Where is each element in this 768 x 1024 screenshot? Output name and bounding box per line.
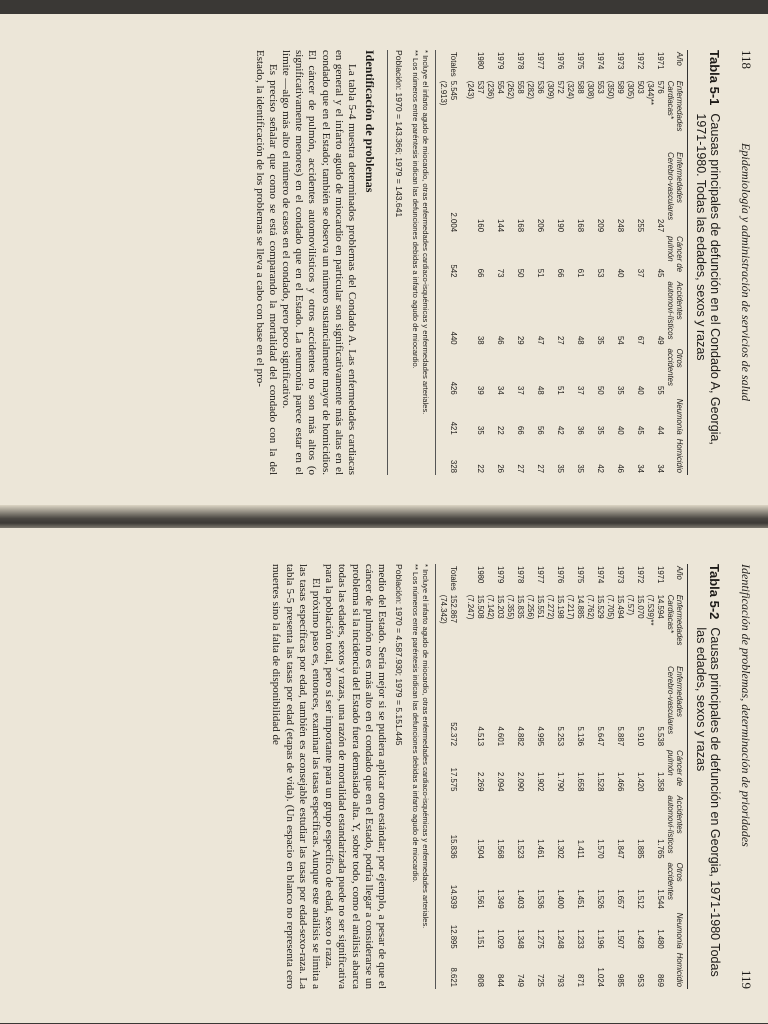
table-cell: 1.561: [476, 889, 485, 909]
table-cell: 12.895: [449, 924, 458, 949]
table-cell: 869: [656, 973, 665, 987]
table-cell: 37: [516, 386, 525, 395]
table-cell: 1975: [576, 566, 585, 584]
table-cell: 206: [536, 219, 545, 233]
table-cell: 1.790: [556, 771, 565, 792]
column-header: Cáncer de pulmón: [666, 750, 684, 787]
table-cell: 5.910: [636, 726, 645, 747]
table-row: [605, 50, 625, 475]
column-header: Enfermedades Cardiacas*: [666, 80, 684, 132]
body-text: [269, 564, 388, 989]
column-header: Enfermedades Cerebro-vasculares: [666, 152, 684, 221]
table-cell: 27: [516, 464, 525, 473]
table-cell: 35: [476, 426, 485, 435]
table-cell: 46: [496, 335, 505, 345]
table-cell: 4.882: [516, 726, 525, 747]
table-cell: 26: [496, 464, 505, 473]
table-label: Tabla 5-2: [707, 564, 722, 620]
table-note: ** Los números entre paréntesis indican las defunciones debidas a infarto agudo de miocardio.: [411, 50, 421, 369]
table-cell: 35: [556, 464, 565, 473]
table-cell: 35: [616, 386, 625, 395]
table-cell: 1.570: [596, 839, 605, 859]
table-cell: 1.151: [476, 929, 485, 949]
table-cell: 22: [476, 464, 485, 473]
page-number: 118: [739, 50, 754, 70]
table-cell: 953: [636, 973, 645, 987]
table-row: [645, 50, 665, 475]
table-cell: 144: [496, 219, 505, 233]
mortality-table: [438, 564, 685, 989]
table-notes: [411, 564, 430, 989]
paragraph: Es preciso señalar que como se está comparando la mortalidad del condado con la del Estado, la identificación de los problemas se lleva a cabo con base en el pro-: [253, 50, 279, 475]
table-cell: 1.029: [496, 929, 505, 949]
table-cell: 50: [596, 386, 605, 395]
table-cell: 1.885: [636, 839, 645, 859]
column-header: Enfermedades Cardiacas*: [666, 594, 684, 646]
table-cell: 4.995: [536, 726, 545, 747]
table-cell: 1.349: [496, 889, 505, 909]
table-row: [645, 564, 665, 989]
body-text: [252, 50, 358, 475]
table-cell: 52.372: [449, 722, 458, 747]
table-cell: 168: [576, 219, 585, 233]
table-notes: [411, 50, 430, 475]
table-row: [625, 50, 645, 475]
table-note: ** Los números entre paréntesis indican las defunciones debidas a infarto agudo de miocardio.: [411, 564, 421, 883]
table-cell: 537 (243): [466, 80, 485, 99]
right-page-content: [0, 528, 768, 1023]
table-cell: 1.248: [556, 929, 565, 949]
table-row: [485, 50, 505, 475]
table-row: [485, 564, 505, 989]
column-header: Homicidio: [675, 438, 684, 473]
table-row: [585, 50, 605, 475]
table-cell: 15.529 (7.762): [586, 594, 605, 620]
table-cell: 51: [556, 386, 565, 395]
table-cell: 1971: [656, 566, 665, 584]
table-cell: 14.594 (7.539)**: [646, 594, 665, 626]
table-cell: 1979: [496, 52, 505, 70]
table-cell: 1974: [596, 52, 605, 70]
table-cell: 40: [616, 268, 625, 278]
running-head-title: Epidemiología y administración de servicios de salud: [739, 143, 753, 401]
running-head: [730, 564, 768, 989]
table-cell: 536 (282): [526, 80, 545, 99]
table-cell: 1.400: [556, 889, 565, 909]
table-cell: 48: [536, 386, 545, 395]
table-cell: Totales: [449, 566, 458, 591]
table-cell: 34: [656, 464, 665, 473]
left-page-content: [0, 14, 768, 509]
table-cell: 1.451: [576, 889, 585, 909]
table-cell: 5.538: [656, 726, 665, 747]
totals-row: [438, 564, 465, 989]
table-cell: 1.480: [656, 929, 665, 949]
left-page: [0, 14, 768, 509]
table-cell: 190: [556, 219, 565, 233]
table-cell: 15.551 (7.256): [526, 594, 545, 620]
column-header: Neumonía: [675, 398, 684, 435]
table-cell: 48: [576, 335, 585, 345]
table-cell: 871: [576, 973, 585, 987]
table-cell: 1.411: [576, 839, 585, 859]
table-cell: 589 (350): [606, 80, 625, 99]
table-cell: 1977: [536, 566, 545, 584]
table-cell: 1.420: [636, 771, 645, 792]
table-cell: 34: [636, 464, 645, 473]
table-cell: 51: [536, 268, 545, 278]
table-cell: 5.545 (2.913): [439, 80, 458, 106]
column-header: Año: [675, 52, 684, 66]
table-cell: 15.494 (7.705): [606, 594, 625, 620]
table-caption: Causas principales de defunción en el Condado A, Georgia, 1971-1980. Todas las edades, sexos y razas: [694, 113, 722, 445]
table-cell: 27: [556, 335, 565, 345]
totals-row: [438, 50, 465, 475]
table-cell: 1980: [476, 566, 485, 584]
table-cell: 1979: [496, 566, 505, 584]
table-cell: 35: [576, 464, 585, 473]
table-cell: 588 (324): [566, 80, 585, 99]
table-cell: 503 (305): [626, 80, 645, 99]
table-cell: 160: [476, 219, 485, 233]
table-cell: 1973: [616, 566, 625, 584]
table-cell: 1.504: [476, 839, 485, 859]
table-cell: 15.070 (7.57): [626, 594, 645, 619]
table-cell: 1.466: [616, 771, 625, 792]
column-header: Otros accidentes: [666, 862, 684, 900]
table-cell: 1.024: [596, 967, 605, 987]
table-body: [438, 564, 665, 989]
table-row: [525, 50, 545, 475]
table-cell: 1974: [596, 566, 605, 584]
table-cell: 66: [556, 268, 565, 278]
table-cell: 2.269: [476, 771, 485, 792]
table-label: Tabla 5-1: [707, 50, 722, 106]
table-cell: 66: [516, 426, 525, 435]
table-cell: 45: [656, 268, 665, 278]
table-cell: 35: [596, 335, 605, 345]
mortality-table: [438, 50, 685, 475]
table-cell: 2.094: [496, 771, 505, 792]
table-cell: 67: [636, 335, 645, 345]
table-cell: 1.528: [596, 771, 605, 792]
table-cell: 1971: [656, 52, 665, 70]
table-cell: 56: [536, 426, 545, 435]
table-cell: 554 (236): [486, 80, 505, 99]
column-header: Año: [675, 566, 684, 580]
table-cell: 40: [636, 386, 645, 395]
population-note: Población: 1970 = 143.366; 1979 = 143.641: [394, 50, 404, 218]
table-cell: 36: [576, 426, 585, 435]
table-cell: 73: [496, 268, 505, 278]
table-row: [625, 564, 645, 989]
table-cell: 426: [449, 381, 458, 395]
paragraph: El próximo paso es, entonces, examinar las tasas específicas. Aunque este análisis se limita a las tasas específicas por edad, también es aconsejable estudiar las tasas por edad-sexo-raza. La tabla 5-5 presenta las tasas por edad (etapas de vida). (Un espacio en blanco no representa cero muertes sino la falta de disponibilidad de: [270, 564, 322, 989]
column-header: Accidentes automovi-lísticos: [666, 795, 684, 854]
table-cell: 1.507: [616, 929, 625, 949]
table-cell: 42: [556, 426, 565, 435]
table-cell: 1.657: [616, 889, 625, 909]
table-cell: 1.348: [516, 929, 525, 949]
table-cell: 985: [616, 973, 625, 987]
table-cell: 5.136: [576, 726, 585, 747]
table-cell: 1.302: [556, 839, 565, 859]
table-cell: 576 (344)**: [646, 80, 665, 105]
table-cell: 1.461: [536, 839, 545, 859]
table-cell: 1.403: [516, 889, 525, 909]
table-cell: 542: [449, 264, 458, 278]
table-cell: 15.836: [449, 834, 458, 859]
table-cell: 421: [449, 421, 458, 435]
table-row: [545, 564, 565, 989]
table-cell: 1973: [616, 52, 625, 70]
section-rule: [387, 50, 388, 475]
table-note: * Incluye el infarto agudo de miocardio, otras enfermedades cardiaco-isquémicas y enfermedades arteriales.: [421, 564, 430, 929]
column-header: Cáncer de pulmón: [666, 236, 684, 273]
table-cell: 54: [616, 335, 625, 345]
table-cell: 1978: [516, 566, 525, 584]
table-cell: 44: [656, 426, 665, 435]
column-header: Accidentes automovi-lísticos: [666, 281, 684, 340]
table-cell: 34: [496, 386, 505, 395]
table-cell: 749: [516, 973, 525, 987]
table-cell: 46: [616, 464, 625, 473]
table-cell: 152.867 (74.342): [439, 594, 458, 624]
column-header: Otros accidentes: [666, 348, 684, 386]
table-cell: 1.544: [656, 889, 665, 909]
table-header-row: [665, 50, 685, 475]
table-cell: 1976: [556, 566, 565, 584]
table-cell: 1.765: [656, 839, 665, 859]
table-note: * Incluye el infarto agudo de miocardio, otras enfermedades cardiaco-isquémicas y enfermedades arteriales.: [421, 50, 430, 415]
table-cell: 5.253: [556, 726, 565, 747]
table-cell: 248: [616, 219, 625, 233]
table-top-rule: [687, 50, 688, 475]
table-cell: 1980: [476, 52, 485, 70]
table-cell: 45: [636, 426, 645, 435]
table-cell: 53: [596, 268, 605, 278]
table-row: [545, 50, 565, 475]
table-bottom-rule: [435, 50, 436, 475]
table-cell: 35: [596, 426, 605, 435]
table-cell: 844: [496, 973, 505, 987]
table-cell: 255: [636, 219, 645, 233]
table-cell: 247: [656, 219, 665, 233]
table-cell: 808: [476, 973, 485, 987]
table-cell: 1977: [536, 52, 545, 70]
table-cell: 40: [616, 426, 625, 435]
table-caption: Causas principales de defunción en Georgia, 1971-1980 Todas las edades, sexos y razas: [694, 627, 722, 977]
table-cell: 1976: [556, 52, 565, 70]
table-title: [694, 50, 722, 475]
table-cell: 27: [536, 464, 545, 473]
running-head-title: Identificación de problemas, determinación de prioridades: [739, 564, 753, 847]
table-row: [505, 564, 525, 989]
table-cell: 37: [636, 268, 645, 278]
table-cell: 1.428: [636, 929, 645, 949]
table-cell: 1.536: [536, 889, 545, 909]
table-title: [694, 564, 722, 989]
table-row: [565, 50, 585, 475]
table-cell: 5.887: [616, 726, 625, 747]
table-cell: 1975: [576, 52, 585, 70]
table-cell: 1.902: [536, 771, 545, 792]
table-cell: 1.512: [636, 889, 645, 909]
table-cell: Totales: [449, 52, 458, 77]
table-cell: 22: [496, 426, 505, 435]
table-cell: 1972: [636, 566, 645, 584]
table-cell: 14.885 (7.217): [566, 594, 585, 620]
table-cell: 37: [576, 386, 585, 395]
table-cell: 572 (309): [546, 80, 565, 99]
table-cell: 4.601: [496, 726, 505, 747]
table-cell: 49: [656, 335, 665, 345]
table-cell: 61: [576, 268, 585, 278]
table-cell: 29: [516, 335, 525, 345]
table-row: [465, 564, 485, 989]
running-head: [730, 50, 768, 475]
table-cell: 5.647: [596, 726, 605, 747]
table-cell: 1972: [636, 52, 645, 70]
table-cell: 1.658: [576, 771, 585, 792]
table-cell: 168: [516, 219, 525, 233]
table-cell: 558 (262): [506, 80, 525, 99]
table-cell: 1.526: [596, 889, 605, 909]
table-row: [505, 50, 525, 475]
table-cell: 14.939: [449, 884, 458, 909]
table-cell: 1.523: [516, 839, 525, 859]
table-row: [465, 50, 485, 475]
table-cell: 4.513: [476, 726, 485, 747]
table-cell: 440: [449, 331, 458, 345]
table-cell: 8.621: [449, 967, 458, 987]
section-title: Identificación de problemas: [363, 50, 377, 193]
table-cell: 55: [656, 386, 665, 395]
table-top-rule: [687, 564, 688, 989]
table-cell: 15.508 (7.247): [466, 594, 485, 620]
table-cell: 17.575: [449, 767, 458, 792]
table-cell: 209: [596, 219, 605, 233]
table-header-row: [665, 564, 685, 989]
table-cell: 2.004: [449, 212, 458, 233]
table-cell: 15.203 (7.142): [486, 594, 505, 620]
table-cell: 66: [476, 268, 485, 278]
population-note: Población: 1970 = 4.587.930; 1979 = 5.151.445: [394, 564, 404, 746]
table-cell: 15.835 (7.355): [506, 594, 525, 620]
table-cell: 725: [536, 973, 545, 987]
table-cell: 38: [476, 335, 485, 345]
right-page: [0, 528, 768, 1023]
column-header: Homicidio: [675, 952, 684, 987]
page-number: 119: [739, 969, 754, 989]
table-cell: 1978: [516, 52, 525, 70]
table-cell: 15.198 (7.272): [546, 594, 565, 620]
table-cell: 1.233: [576, 929, 585, 949]
table-row: [585, 564, 605, 989]
table-cell: 1.196: [596, 929, 605, 949]
table-cell: 1.275: [536, 929, 545, 949]
table-bottom-rule: [435, 564, 436, 989]
paragraph: La tabla 5-4 muestra determinados problemas del Condado A. Las enfermedades cardiacas en general y el infarto agudo de miocardio en particular son significativamente más altas en el condado que en el Estado; también se observa un número sustancialmente mayor de homicidios. El cáncer de pulmón, accidentes automovilísticos y otros accidentes no son más altos (o significativamente menores) en el condado que en el Estado. La neumonía parece estar en el límite —algo más alto el número de casos en el condado, pero poco significativo.: [279, 50, 358, 475]
table-cell: 1.568: [496, 839, 505, 859]
table-row: [525, 564, 545, 989]
table-cell: 553 (308): [586, 80, 605, 99]
table-cell: 47: [536, 335, 545, 345]
table-row: [565, 564, 585, 989]
table-cell: 39: [476, 386, 485, 395]
table-cell: 1.847: [616, 839, 625, 859]
column-header: Enfermedades Cerebro-vasculares: [666, 666, 684, 735]
paragraph: medio del Estado. Sería mejor si se pudiera aplicar otro estándar; por ejemplo, a pesar de que el cáncer de pulmón no es más alto en el condado que en el Estado, podría llegar a considerarse un problema si la incidencia del Estado fuera demasiado alta. Y, sobre todo, como el análisis abarca todas las edades, sexos y razas, una razón de mortalidad estandarizada puede no ser significativa para la población total, pero sí ser importante para un grupo específico de edad, sexo o raza.: [323, 564, 388, 989]
table-cell: 42: [596, 464, 605, 473]
table-cell: 50: [516, 268, 525, 278]
table-cell: 2.090: [516, 771, 525, 792]
column-header: Neumonía: [675, 912, 684, 949]
table-cell: 1.358: [656, 771, 665, 792]
table-cell: 793: [556, 973, 565, 987]
table-cell: 328: [449, 459, 458, 473]
table-body: [438, 50, 665, 475]
table-row: [605, 564, 625, 989]
